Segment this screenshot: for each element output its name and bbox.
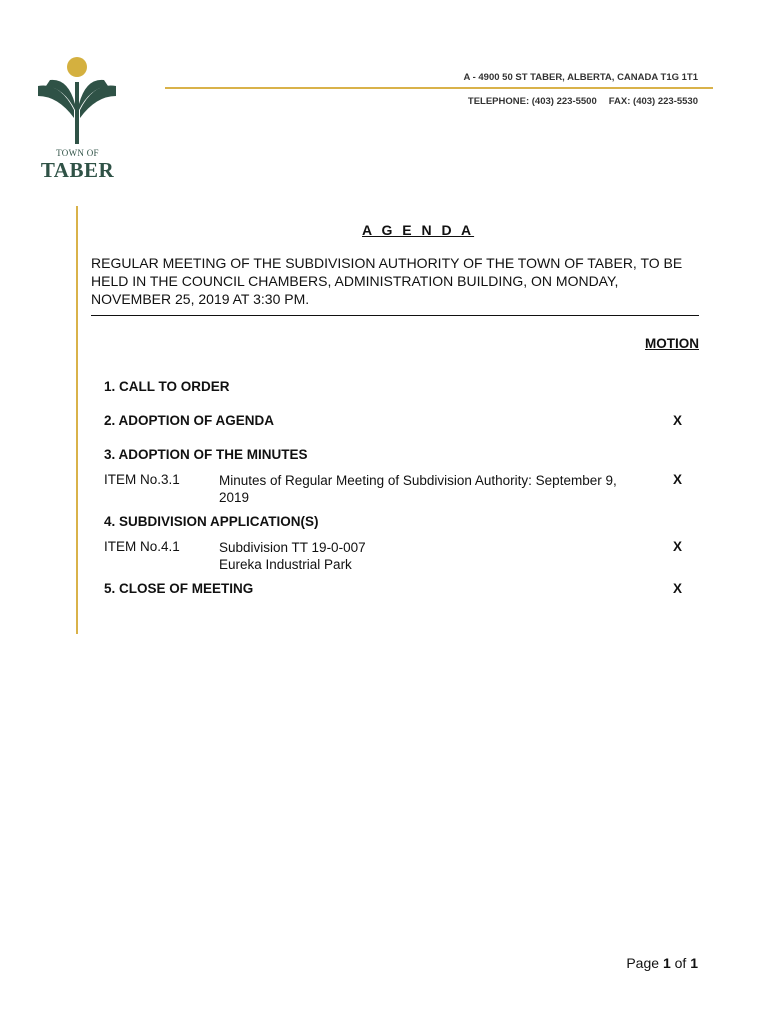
logo-emblem-icon — [30, 52, 125, 148]
item-description-4-1 — [219, 539, 639, 573]
motion-mark-minutes: X — [673, 472, 683, 487]
motion-column-header: MOTION — [645, 336, 699, 351]
item-label-3-1: ITEM No.3.1 — [104, 472, 180, 487]
item-label-4-1: ITEM No.4.1 — [104, 539, 180, 554]
section-adoption-of-minutes: 3. ADOPTION OF THE MINUTES — [104, 447, 308, 462]
section-close-of-meeting: 5. CLOSE OF MEETING — [104, 581, 254, 596]
logo-taber-text: TABER — [40, 158, 115, 182]
intro-separator — [91, 315, 699, 316]
motion-mark-agenda: X — [673, 413, 683, 428]
agenda-title: A G E N D A — [362, 222, 475, 238]
header-divider — [165, 87, 713, 89]
telephone-text: TELEPHONE: (403) 223-5500 — [467, 96, 597, 107]
address-line: A - 4900 50 ST TABER, ALBERTA, CANADA T1G 1T1 — [463, 72, 698, 83]
town-logo — [30, 52, 125, 182]
page-current: 1 — [662, 955, 671, 971]
page-of-word: of — [674, 955, 687, 971]
meeting-intro: REGULAR MEETING OF THE SUBDIVISION AUTHORITY OF THE TOWN OF TABER, TO BE HELD IN THE COUNCIL CHAMBERS, ADMINISTRATION BUILDING, ON MONDAY, NOVEMBER 25, 2019 AT 3:30 PM. — [91, 255, 683, 307]
page-number — [626, 955, 698, 971]
page-total: 1 — [690, 955, 698, 971]
item-description-3-1: Minutes of Regular Meeting of Subdivision Authority: September 9, 2019 — [219, 473, 617, 505]
side-accent-rule — [76, 206, 78, 634]
motion-mark-close: X — [673, 581, 683, 596]
section-subdivision-applications: 4. SUBDIVISION APPLICATION(S) — [104, 514, 319, 529]
fax-text: FAX: (403) 223-5530 — [608, 96, 698, 107]
item-4-1-line-2: Eureka Industrial Park — [219, 557, 352, 572]
section-call-to-order: 1. CALL TO ORDER — [104, 379, 230, 394]
logo-town-of-text: TOWN OF — [56, 148, 99, 158]
item-4-1-line-1: Subdivision TT 19-0-007 — [219, 540, 366, 555]
page-word: Page — [626, 955, 660, 971]
contact-line — [468, 96, 698, 107]
section-adoption-of-agenda: 2. ADOPTION OF AGENDA — [104, 413, 275, 428]
motion-mark-subdivision: X — [673, 539, 683, 554]
